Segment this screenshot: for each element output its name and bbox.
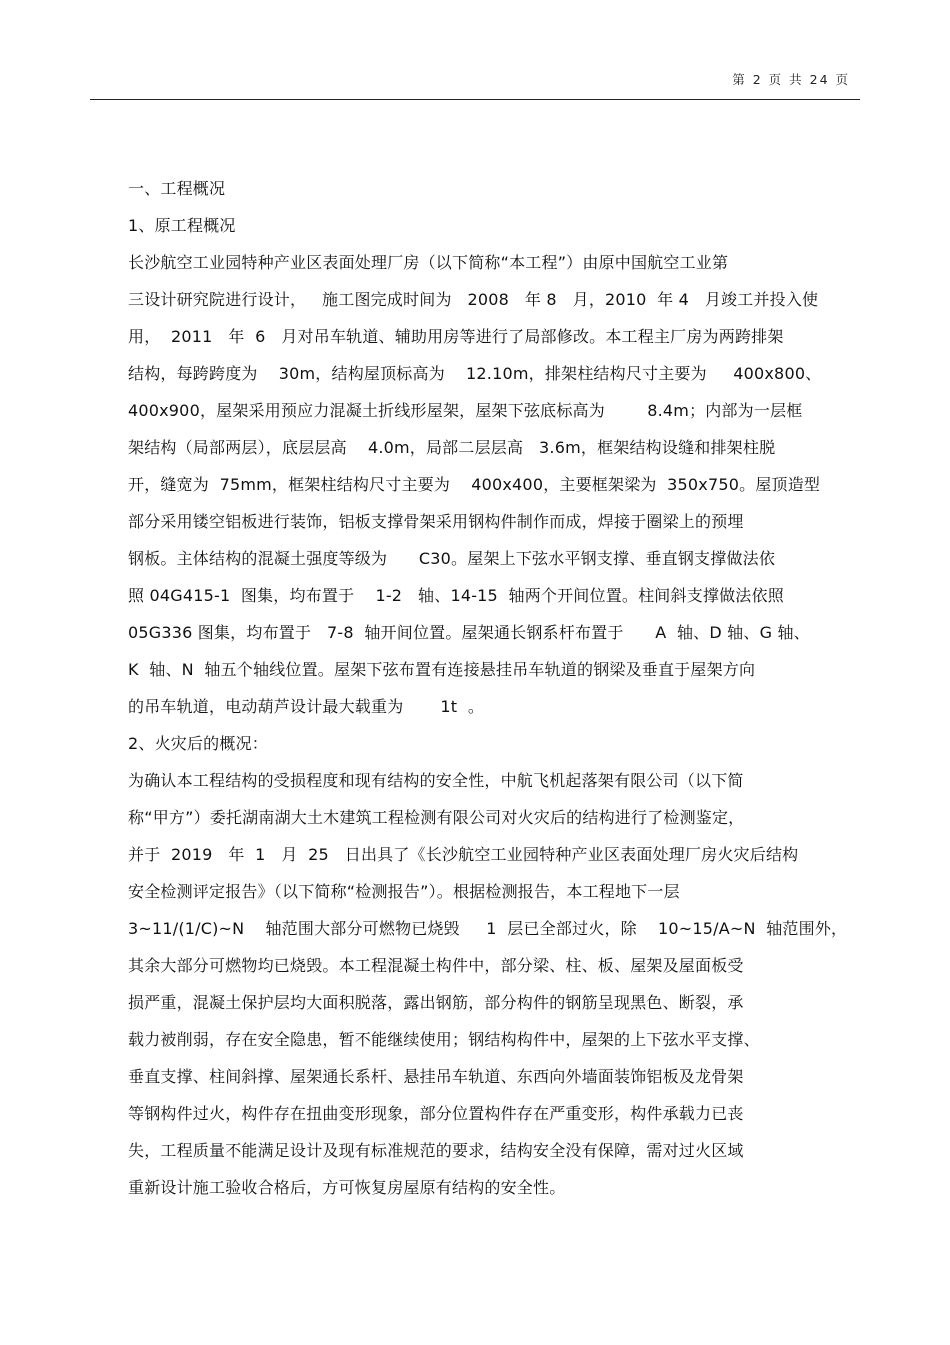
paragraph-line: 钢板。主体结构的混凝土强度等级为 C30。屋架上下弦水平钢支撑、垂直钢支撑做法依 (128, 549, 776, 568)
header-divider (90, 99, 860, 100)
paragraph-line: 载力被削弱，存在安全隐患，暂不能继续使用；钢结构构件中，屋架的上下弦水平支撑、 (128, 1030, 760, 1049)
paragraph-line: 称“甲方”）委托湖南湖大土木建筑工程检测有限公司对火灾后的结构进行了检测鉴定， (128, 808, 745, 827)
paragraph-line: 垂直支撑、柱间斜撑、屋架通长系杆、悬挂吊车轨道、东西向外墙面装饰铝板及龙骨架 (128, 1067, 744, 1086)
page-number-header: 第 2 页 共 24 页 (732, 72, 850, 87)
paragraph-line: 三设计研究院进行设计， 施工图完成时间为 2008 年 8 月，2010 年 4 月竣工并投入使 (128, 290, 819, 309)
paragraph-line: 并于 2019 年 1 月 25 日出具了《长沙航空工业园特种产业区表面处理厂房火灾后结构 (128, 845, 799, 864)
section-heading: 一、工程概况 (128, 179, 226, 198)
paragraph-line: 重新设计施工验收合格后，方可恢复房屋原有结构的安全性。 (128, 1178, 566, 1197)
subsection-heading: 2、火灾后的概况： (128, 734, 268, 753)
paragraph-line: 为确认本工程结构的受损程度和现有结构的安全性，中航飞机起落架有限公司（以下简 (128, 771, 744, 790)
paragraph-line: 失，工程质量不能满足设计及现有标准规范的要求，结构安全没有保障，需对过火区域 (128, 1141, 744, 1160)
paragraph-line: 损严重，混凝土保护层均大面积脱落，露出钢筋，部分构件的钢筋呈现黑色、断裂，承 (128, 993, 744, 1012)
paragraph-line: 安全检测评定报告》（以下简称“检测报告”）。根据检测报告，本工程地下一层 (128, 882, 680, 901)
paragraph-line: 05G336 图集，均布置于 7-8 轴开间位置。屋架通长钢系杆布置于 A 轴、D 轴、G 轴、 (128, 623, 810, 642)
paragraph-line: 结构，每跨跨度为 30m，结构屋顶标高为 12.10m，排架柱结构尺寸主要为 400x800、 (128, 364, 822, 383)
paragraph-line: 等钢构件过火，构件存在扭曲变形现象，部分位置构件存在严重变形，构件承载力已丧 (128, 1104, 744, 1123)
paragraph-line: 开，缝宽为 75mm，框架柱结构尺寸主要为 400x400，主要框架梁为 350x750。屋顶造型 (128, 475, 821, 494)
paragraph-line: 长沙航空工业园特种产业区表面处理厂房（以下简称“本工程”）由原中国航空工业第 (128, 253, 729, 272)
paragraph-line: 照 04G415-1 图集，均布置于 1-2 轴、14-15 轴两个开间位置。柱间斜支撑做法依照 (128, 586, 784, 605)
paragraph-line: 部分采用镂空铝板进行装饰，铝板支撑骨架采用钢构件制作而成，焊接于圈梁上的预埋 (128, 512, 744, 531)
paragraph-line: 其余大部分可燃物均已烧毁。本工程混凝土构件中，部分梁、柱、板、屋架及屋面板受 (128, 956, 744, 975)
paragraph-line: 3~11/(1/C)~N 轴范围大部分可燃物已烧毁 1 层已全部过火，除 10~15/A~N 轴范围外， (128, 919, 848, 938)
subsection-heading: 1、原工程概况 (128, 216, 236, 235)
paragraph-line: 架结构（局部两层），底层层高 4.0m，局部二层层高 3.6m，框架结构设缝和排架柱脱 (128, 438, 776, 457)
paragraph-line: 400x900，屋架采用预应力混凝土折线形屋架，屋架下弦底标高为 8.4m；内部为一层框 (128, 401, 803, 420)
document-body (128, 170, 863, 1206)
paragraph-line: K 轴、N 轴五个轴线位置。屋架下弦布置有连接悬挂吊车轨道的钢梁及垂直于屋架方向 (128, 660, 756, 679)
paragraph-line: 用， 2011 年 6 月对吊车轨道、辅助用房等进行了局部修改。本工程主厂房为两跨排架 (128, 327, 784, 346)
paragraph-line: 的吊车轨道，电动葫芦设计最大载重为 1t 。 (128, 697, 485, 716)
